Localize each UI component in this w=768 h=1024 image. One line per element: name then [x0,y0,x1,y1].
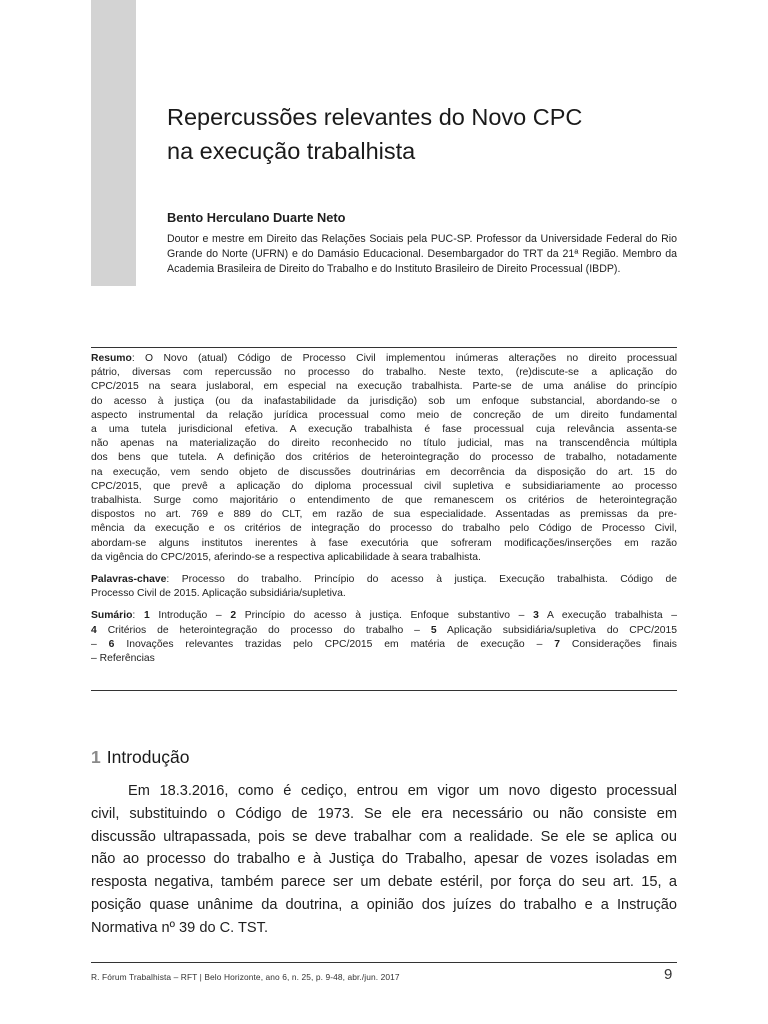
body-line: discussão ultrapassada, pois se deve trabalhar com a realidade. Se ele se aplica ou [91,828,677,845]
abstract-line: abordam-se alguns institutos inerentes à fase executória que sofreram modificações/inserções em razão [91,537,677,549]
keywords-paragraph [91,573,677,601]
abstract-line: não apenas na materialização do direito reconhecido no título judicial, mas na transcendência múltipla [91,438,677,450]
summary-line: Sumário: 1 Introdução – 2 Princípio do acesso à justiça. Enfoque substantivo – 3 A execução trabalhista – [91,610,678,622]
abstract-line: dos bens que tutela. A definição dos critérios de heterointegração do processo de trabalho, notadamente [91,452,677,464]
abstract-top-rule [91,347,677,348]
abstract-line: dispostos no art. 769 e 889 do CLT, em razão de sua especialidade. Assentadas as premissas da pre- [91,509,677,521]
decorative-side-bar [91,0,136,286]
abstract-line: trabalhista. Surge como majoritário o entendimento de que remanescem os critérios de heterointegração [91,495,677,507]
resumo-label: Resumo [91,353,132,364]
abstract-line: CPC/2015, que prevê a aplicação do diploma processual civil supletiva e subsidiariamente ao processo [91,480,677,492]
abstract-line: pátrio, diversas com repercussão no processo do trabalho. Neste texto, (re)discute-se a aplicação do [91,367,677,379]
abstract-line: do acesso à justiça (ou da inafastabilidade da jurisdição) sob um enfoque substancial, abordando-se o [91,395,677,407]
abstract-line: da vigência do CPC/2015, aferindo-se a respectiva aplicabilidade à seara trabalhista. [91,551,481,563]
abstract-bottom-rule [91,690,677,691]
abstract-paragraph [91,352,677,565]
summary-line: 4 Critérios de heterointegração do processo do trabalho – 5 Aplicação subsidiária/supletiva do CPC/2015 [91,624,677,636]
abstract-box [91,352,677,666]
body-line: civil, substituindo o Código de 1973. Se ele era necessário ou não consiste em [91,805,677,822]
keywords-line: Processo Civil de 2015. Aplicação subsidiária/supletiva. [91,588,346,600]
intro-paragraph [91,780,677,940]
summary-label: Sumário [91,610,133,622]
abstract-line: na execução, vem sendo objeto de discussões doutrinárias em decorrência da disposição do art. 15 do [91,466,677,478]
abstract-line: a uma tutela jurisdicional efetiva. A execução trabalhista é fase processual cuja relevância assenta-se [91,424,677,436]
abstract-line: mência da execução e os critérios de integração do processo do trabalho pelo Código de Processo Civil, [91,523,677,535]
abstract-line: Resumo: O Novo (atual) Código de Processo Civil implementou inúmeras alterações no direito processual [91,353,677,364]
body-line: resposta negativa, também parece ser um debate estéril, por força do seu art. 15, a [91,874,677,891]
section-heading [91,747,189,768]
page-number: 9 [664,966,673,983]
section-number: 1 [91,747,101,767]
abstract-line: aspecto instrumental da relação jurídica processual como meio de concreção de um direito fundamental [91,409,677,421]
footer-citation: R. Fórum Trabalhista – RFT | Belo Horizonte, ano 6, n. 25, p. 9-48, abr./jun. 2017 [91,972,400,982]
body-line: não ao processo do trabalho e à Justiça do Trabalho, apesar de vozes isoladas em [91,851,677,868]
article-title [167,100,687,168]
title-line: na execução trabalhista [167,138,416,164]
body-line: posição quase unânime da doutrina, a opinião dos juízes do trabalho e a Instrução [91,896,677,913]
author-bio: Doutor e mestre em Direito das Relações Sociais pela PUC-SP. Professor da Universidade Federal do Rio Grande do Norte (UFRN) e do Damásio Educacional. Desembargador do TRT da 21ª Região. Membro da Academia Brasileira de Direito do Trabalho e do Instituto Brasileiro de Direito Processual (IBDP). [167,233,677,276]
keywords-line: Palavras-chave: Processo do trabalho. Princípio do acesso à justiça. Execução trabalhista. Código de [91,574,677,586]
title-line: Repercussões relevantes do Novo CPC [167,104,583,130]
keywords-label: Palavras-chave [91,574,167,586]
body-line: Normativa nº 39 do C. TST. [91,919,269,936]
body-line: Em 18.3.2016, como é cediço, entrou em vigor um novo digesto processual [128,783,677,799]
summary-line: – Referências [91,653,155,665]
summary-paragraph [91,609,677,666]
footer-rule [91,962,677,963]
section-title: Introdução [106,747,190,767]
abstract-line: CPC/2015 na seara juslaboral, em especial na execução trabalhista. Parte-se de uma análise do princípio [91,381,677,393]
author-name: Bento Herculano Duarte Neto [167,210,346,225]
summary-line: – 6 Inovações relevantes trazidas pelo CPC/2015 em matéria de execução – 7 Considerações finais [91,638,677,650]
